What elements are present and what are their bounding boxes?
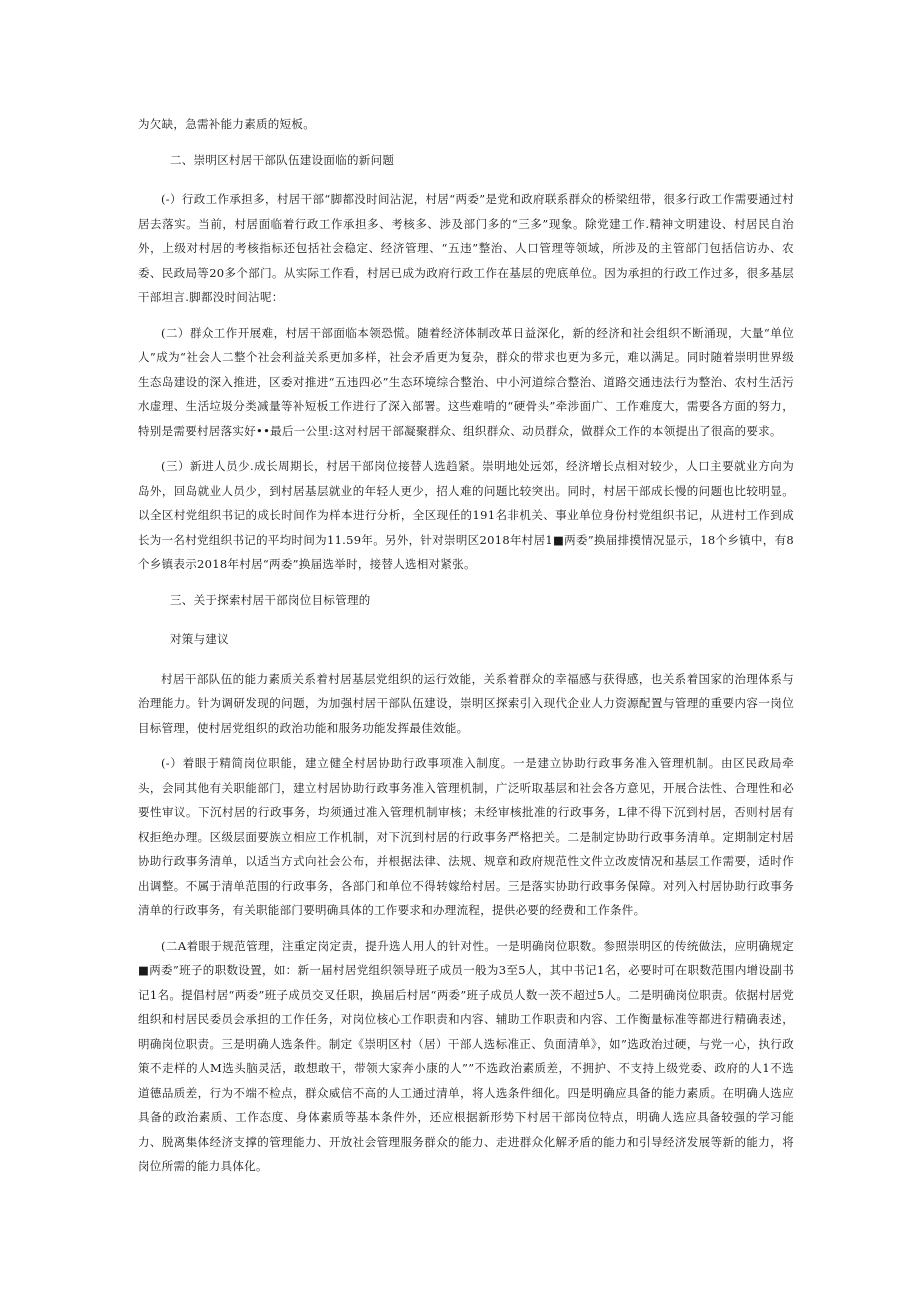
paragraph-intro: 村居干部队伍的能力素质关系着村居基层党组织的运行效能，关系着群众的幸福感与获得感，也关系着国家的治理体系与治理能力。针为调研发现的问题，为加强村居干部队伍建设，崇明区探索引入现代企业人力资源配置与管理的重要内容一岗位目标管理，使村居党组织的政治功能和服务功能发挥最佳效能。 [138, 671, 794, 735]
section-heading-3-continued: 对策与建议 [170, 632, 229, 646]
section-heading-3: 三、关于探索村居干部岗位目标管理的 [170, 592, 371, 607]
section-heading-2: 二、崇明区村居干部队伍建设面临的新问题 [170, 152, 395, 167]
paragraph-issue-3: (三）新进人员少.成长周期长，村居干部岗位接替人选趋紧。崇明地处远郊，经济增长点相对较少，人口主要就业方向为岛外，回岛就业人员少，到村居基层就业的年轻人更少，招人难的问题比较突出。同时，村居干部成长慢的问题也比较明显。以全区村党组织书记的成长时间作为样本进行分析，全区现任的191名非机关、事业单位身份村党组织书记，从进村工作到成长为一名村党组织书记的平均时间为11.59年。另外，针对崇明区2018年村居1■两委”换届排摸情况显示，18个乡镇中，有8个乡镇表示2018年村居“两委”换届选举时，接替人选相对紧张。 [138, 459, 794, 571]
paragraph-measure-2: (二A着眼于规范管理，注重定岗定责，提升选人用人的针对性。一是明确岗位职数。参照崇明区的传统做法，应明确规定■两委”班子的职数设置，如：新一届村居党组织领导班子成员一般为3至5人，其中书记1名，必要时可在职数范围内增设副书记1名。提倡村居“两委”班子成员交叉任职，换届后村居“两委”班子成员人数一茨不超过5人。二是明确岗位职责。依据村居党组织和村居民委员会承担的工作任务，对岗位核心工作职责和内容、辅助工作职责和内容、工作衡量标准等都进行精确表述，明确岗位职责。三是明确人选条件。制定《崇明区村（居）干部人选标准正、负面清单》，如”选政治过硬，与党一心，执行政策不走样的人M选头脑灵活，敢想敢干，带领大家奔小康的人””不选政治素质差，不拥护、不支持上级党委、政府的人1不选道德品质差，行为不端不检点，群众威信不高的人工通过清单，将人选条件细化。四是明确应具备的能力素质。在明确人选应具备的政治素质、工作态度、身体素质等基本条件外，还应根据新形势下村居干部岗位特点，明确人选应具备较强的学习能力、脱离集体经济支撑的管理能力、开放社会管理服务群众的能力、走进群众化解矛盾的能力和引导经济发展等新的能力，将岗位所需的能力具体化。 [138, 938, 794, 1173]
paragraph-continuation: 为欠缺，急需补能力素质的短板。 [138, 117, 315, 131]
paragraph-issue-1: (-）行政工作承担多，村居干部“脚都没时间沾泥，村居“两委”是党和政府联系群众的桥梁纽带，很多行政工作需要通过村居去落实。当前，村居面临着行政工作承担多、考核多、涉及部门多的“三多”现象。除党建工作.精神文明建设、村居民自治外，上级对村居的考核指标还包括社会稳定、经济管理、“五违”整治、人口管理等领域，所涉及的主管部门包括信访办、农委、民政局等20多个部门。从实际工作看，村居已成为政府行政工作在基层的兜底单位。因为承担的行政工作过多，很多基层干部坦言.脚都没时间沾呢： [138, 192, 794, 304]
paragraph-issue-2: (二）群众工作开展难，村居干部面临本领恐慌。随着经济体制改革日益深化，新的经济和社会组织不断涌现，大量“单位人”成为“社会人二整个社会利益关系更加多样，社会矛盾更为复杂，群众的带求也更为多元，难以满足。同时随着崇明世界级生态岛建设的深入推进，区委对推进“五违四必”生态环境综合整治、中小河道综合整治、道路交通违法行为整治、农村生活污水虚理、生活垃圾分类减量等补短板工作进行了深入部署。这些难啃的“硬骨头”牵涉面广、工作难度大，需要各方面的努力，特别是需要村居落实好••最后一公里:这对村居干部凝聚群众、组织群众、动员群众，做群众工作的本领提出了很高的要求。 [138, 325, 794, 438]
document-page [138, 112, 794, 1190]
paragraph-measure-1: (-）着眼于精简岗位职能，建立健全村居协助行政事项准入制度。一是建立协助行政事务准入管理机制。由区民政局牵头，会同其他有关职能部门，建立村居协助行政事务准入管理机制，广泛听取基层和社会各方意见，开展合法性、合理性和必要性审议。下沉村居的行政事务，均须通过准入管理机制审核；未经审核批准的行政事务，L律不得下沉到村居，否则村居有权拒绝办理。区级层面要族立相应工作机制，对下沉到村居的行政事务严格把关。二是制定协助行政事务清单。定期制定村居协助行政事务清单，以适当方式向社会公布，并根据法律、法规、规章和政府规范性文件立改废情况和基层工作需要，适时作出调整。不属于清单范围的行政事务，各部门和单位不得转嫁给村居。三是落实协助行政事务保障。对列入村居协助行政事务清单的行政事务，有关职能部门要明确具体的工作要求和办理流程，提供必要的经费和工作条件。 [138, 756, 794, 917]
